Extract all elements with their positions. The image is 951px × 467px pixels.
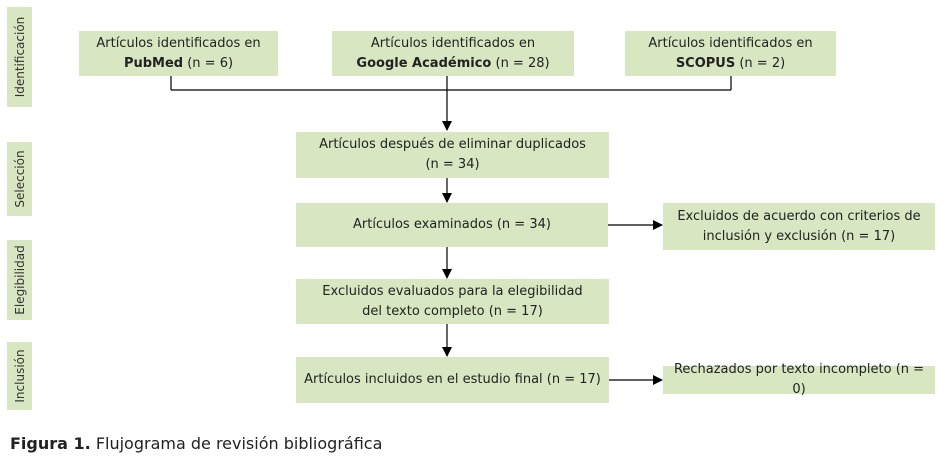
box-pubmed-count: (n = 6): [183, 55, 234, 71]
box-scopus-count: (n = 2): [735, 55, 786, 71]
box-incluidos-text: Artículos incluidos en el estudio final (n = 17): [304, 372, 601, 387]
figure-caption: [10, 434, 382, 453]
box-rechazados: [663, 362, 935, 397]
phase-identificacion-label: Identificación: [12, 16, 27, 98]
box-pubmed-line1: Artículos identificados en: [96, 35, 261, 51]
box-excluidos-criterios: [663, 203, 935, 250]
box-duplicados-line1: Artículos después de eliminar duplicados: [319, 137, 586, 152]
box-scopus-source: SCOPUS: [675, 55, 736, 71]
box-google: [332, 31, 574, 76]
figure-caption-text: Flujograma de revisión bibliográfica: [90, 434, 383, 453]
box-elegibilidad-line1: Excluidos evaluados para la elegibilidad: [322, 283, 583, 299]
box-excluidos-line2: inclusión y exclusión (n = 17): [702, 228, 896, 244]
figure-caption-label: Figura 1.: [10, 434, 91, 453]
box-google-source: Google Académico: [356, 55, 492, 71]
box-examinados: [296, 203, 608, 247]
box-rechazados-text: Rechazados por texto incompleto (n = 0): [673, 362, 925, 397]
box-duplicados-line2: (n = 34): [425, 157, 480, 172]
box-scopus: [625, 31, 836, 76]
box-scopus-line1: Artículos identificados en: [648, 35, 813, 51]
box-excluidos-line1: Excluidos de acuerdo con criterios de: [677, 208, 921, 224]
phase-elegibilidad-label: Elegibilidad: [12, 245, 27, 315]
box-google-line1: Artículos identificados en: [370, 35, 536, 51]
box-elegibilidad-line2: del texto completo (n = 17): [362, 303, 543, 319]
phase-seleccion-label: Selección: [12, 150, 27, 208]
box-examinados-text: Artículos examinados (n = 34): [353, 217, 551, 232]
box-pubmed-source: PubMed: [123, 55, 184, 71]
box-duplicados: [296, 132, 609, 178]
box-elegibilidad: [296, 279, 609, 324]
box-google-count: (n = 28): [491, 55, 550, 71]
box-pubmed: [79, 31, 278, 76]
phase-inclusion-label: Inclusión: [12, 349, 27, 403]
box-incluidos: [296, 357, 609, 403]
